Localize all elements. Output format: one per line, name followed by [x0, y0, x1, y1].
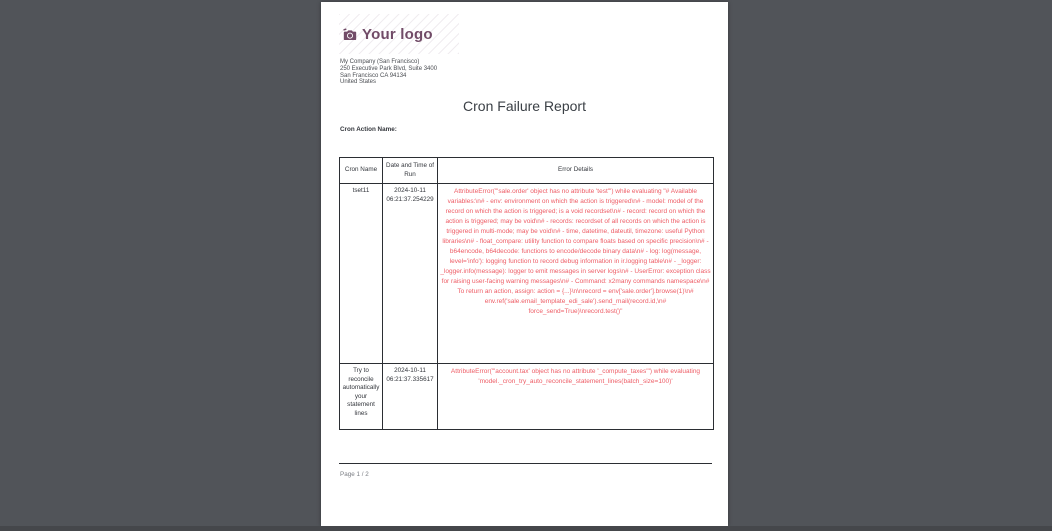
logo-text: Your logo	[362, 25, 433, 43]
cron-action-name-label: Cron Action Name:	[340, 126, 397, 133]
table-header-row	[340, 158, 714, 184]
footer-divider	[339, 463, 712, 464]
error-details-cell: AttributeError("'account.tax' object has no attribute '_compute_taxes'") while evaluating 'model._cron_try_auto_reconcile_statement_lines(batch_size=100)'	[438, 364, 714, 430]
cron-failure-table	[339, 157, 714, 430]
viewport-bottom-strip	[0, 526, 1052, 531]
run-time: 06:21:37.254229	[386, 195, 434, 203]
company-street: 250 Executive Park Blvd, Suite 3400	[340, 65, 438, 72]
company-city: San Francisco CA 94134	[340, 72, 407, 79]
company-country: United States	[340, 79, 377, 86]
company-address	[340, 59, 437, 86]
page-number: Page 1 / 2	[340, 471, 369, 478]
cron-name-cell: Try to reconcile automatically your statement lines	[340, 364, 383, 430]
cron-name-cell: tset11	[340, 184, 383, 364]
header-date-time: Date and Time of Run	[383, 158, 438, 184]
run-time: 06:21:37.335617	[386, 375, 434, 383]
company-name: My Company (San Francisco)	[340, 59, 420, 65]
table-row	[340, 184, 714, 364]
header-cron-name: Cron Name	[340, 158, 383, 184]
date-time-cell	[383, 184, 438, 364]
company-logo	[339, 14, 459, 54]
report-title: Cron Failure Report	[463, 98, 586, 114]
report-page	[321, 2, 728, 526]
header-error-details: Error Details	[438, 158, 714, 184]
run-date: 2024-10-11	[394, 367, 426, 374]
camera-icon	[343, 28, 357, 41]
run-date: 2024-10-11	[394, 187, 426, 194]
date-time-cell	[383, 364, 438, 430]
error-details-cell: AttributeError("'sale.order' object has no attribute 'test'") while evaluating "# Available variables:\n# - env: environment on which the action is triggered\n# - model: model of the record on which the action is triggered; is a void recordset\n# - record: record on which the action is triggered; may be void\n# - records: recordset of all records on which the action is triggered in multi-mode; may be void\n# - time, datetime, dateutil, timezone: useful Python libraries\n# - float_compare: utility function to compare floats based on specific precision\n# - b64encode, b64decode: functions to encode/decode binary data\n# - log: log(message, level='info'): logging function to record debug information in ir.logging table\n# - _logger: _logger.info(message): logger to emit messages in server logs\n# - UserError: exception class for raising user-facing warning messages\n# - Command: x2many commands namespace\n# To return an action, assign: action = {...}\n\nrecord = env['sale.order'].browse(1)\n# env.ref('sale.email_template_edi_sale').send_mail(record.id,\n# force_send=True)\nrecord.test()"	[438, 184, 714, 364]
table-row	[340, 364, 714, 430]
